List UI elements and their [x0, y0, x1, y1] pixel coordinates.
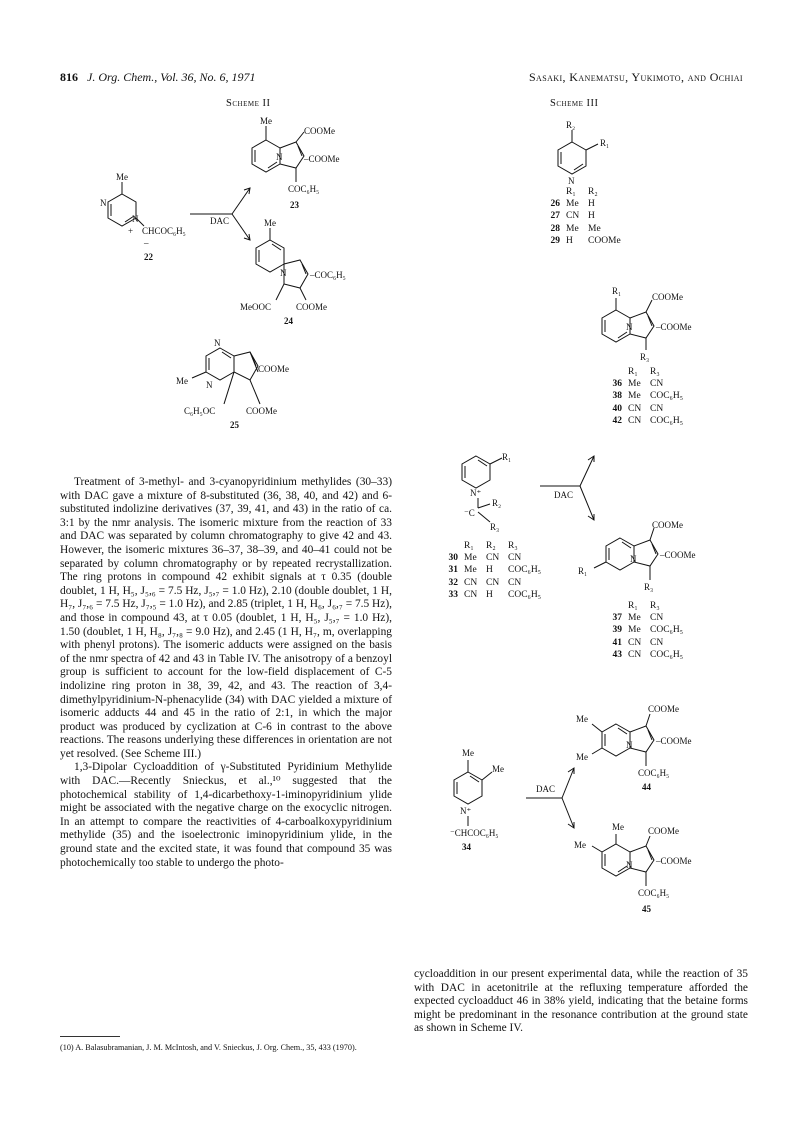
yl-r1-label: R₁ [502, 452, 512, 462]
ind6-r3-label: R₃ [644, 582, 654, 592]
table-row: 27 CN H [550, 211, 595, 222]
c44-n-label: N [626, 740, 633, 750]
scheme-ii-title: Scheme II [226, 98, 271, 109]
compound-45-structure [576, 818, 746, 930]
c25-me-label: Me [176, 376, 188, 386]
table-row: 32 CN CN CN [448, 577, 522, 588]
c23-coome-2: –COOMe [304, 154, 340, 164]
c22-n2-label: N [132, 214, 139, 224]
table-30-33: R₁ R₂ R₃ 30 Me CN CN 31 Me H COC₆H₅ 32 CN CN CN 33 CN H COC₆H₅ [436, 540, 548, 601]
yl-nplus-label: N⁺ [470, 488, 482, 498]
table-row: 41 CN CN [612, 637, 664, 648]
footnote-rule [60, 1036, 120, 1037]
c22-plus: + [128, 226, 134, 236]
table-row: 31 Me H COC₆H₅ [448, 565, 542, 576]
ind8-n-label: N [626, 322, 633, 332]
c24-ester-right: COOMe [296, 302, 327, 312]
pyridine-26-29-structure [540, 112, 630, 192]
table-row: 29 H COOMe [550, 235, 621, 246]
c24-n-label: N [280, 268, 287, 278]
ind6-coome-2: –COOMe [660, 550, 696, 560]
py-r1-label: R₁ [600, 138, 610, 148]
c25-nring-label: N [206, 380, 213, 390]
c22-n1-label: N [100, 198, 107, 208]
table-row: 36 Me CN [612, 379, 664, 390]
ind8-coome-1: COOMe [652, 292, 683, 302]
table-row: 26 Me H [550, 199, 595, 210]
paragraph-orientation: Treatment of 3-methyl- and 3-cyanopyridinium methylides (30–33) with DAC gave a mixture of 8-substituted (36, 38, 40, and 42) and 6-substituted indolizine derivatives (37, 39, 41, and 43) in the ratio of ca. 3:1 by the nmr analysis. The isomeric mixture from the reaction of 33 and DAC was separated by column chromatography to give 42 and 43. However, the isomeric mixtures 36–37, 38–39, and 40–41 could not be separated by column chromatography or by repeated recrystallization. The ring protons in compound 42 exhibit signals at τ 0.35 (double doublet, 1 H, H₅, J₅,₆ = 7.5 Hz, J₅,₇ = 1.0 Hz), 2.10 (double doublet, 1 H, H₇, J₇,₆ = 7.5 Hz, J₇,₅ = 1.0 Hz), and 2.85 (triplet, 1 H, H₆, J₆,₇ = 7.5 Hz), and those in compound 43, at τ 0.05 (doublet, 1 H, H₅, J₅,₇ = 1.0 Hz), 1.50 (doublet, 1 H, H₈, J₇,₈ = 9.0 Hz), and 2.45 (1 H, H₇, m, overlapping with phenyl protons). The isomeric adducts were assigned on the basis of the nmr spectra of 42 and 43 in Table IV. The anisotropy of a benzoyl group is sufficient to account for the low-field displacement of C-5 indolizine ring proton in 38, 39, 42, and 43. The reaction of 3,4-dimethylpyridinium-N-phenacylide (34) with DAC yielded a mixture of isomeric adducts 44 and 45 in the ratio of 2:1, in which the major product was produced by cyclization at C-6 in contrast to the above reactions. The reasons underlying these differences in orientation are not yet resolved. (See Scheme III.) [60, 476, 392, 760]
table-row: 33 CN H COC₆H₅ [448, 589, 542, 600]
left-column-text [60, 476, 392, 870]
table-36-42: R₁ R₃ 36 Me CN 38 Me COC₆H₅ 40 CN CN 42 CN COC₆H₅ [600, 366, 690, 427]
compound-25-structure [176, 338, 289, 430]
footnote-10: (10) A. Balasubramanian, J. M. McIntosh, and V. Snieckus, J. Org. Chem., 35, 433 (1970). [60, 1043, 357, 1052]
scheme-ii-arrows [190, 188, 250, 240]
yl-carbanion: ⁻C [464, 508, 475, 518]
scheme-ii-structures [60, 110, 400, 440]
yl-r3-label: R₃ [490, 522, 500, 532]
table-row: 38 Me COC₆H₅ [612, 391, 684, 402]
compound-22-structure [100, 172, 186, 262]
ind6-n-label: N [630, 554, 637, 564]
scheme-iii-reagent-2: DAC [536, 784, 556, 794]
c45-benzoyl: COC₆H₅ [638, 888, 670, 898]
py-r2-label: R₂ [566, 120, 576, 130]
compound-44-label: 44 [642, 782, 651, 792]
scheme-iii-reagent-1: DAC [554, 490, 574, 500]
c22-minus: – [144, 238, 149, 248]
c34-me-2: Me [492, 764, 504, 774]
table-row: 30 Me CN CN [448, 553, 522, 564]
compound-24-structure [240, 218, 346, 326]
table-26-29: R₁ R₂ 26 Me H 27 CN H 28 Me Me 29 H COOMe [538, 186, 628, 247]
table-row: 43 CN COC₆H₅ [612, 649, 684, 660]
page-number: 816 [60, 70, 78, 84]
scheme-ii-reagent: DAC [210, 216, 230, 226]
c44-coome-2: –COOMe [656, 736, 692, 746]
c25-coome-2: COOMe [246, 406, 277, 416]
table-37-43: R₁ R₃ 37 Me CN 39 Me COC₆H₅ 41 CN CN 43 CN COC₆H₅ [600, 600, 690, 661]
table-row: 28 Me Me [550, 223, 601, 234]
ind8-coome-2: –COOMe [656, 322, 692, 332]
c45-coome-2: –COOMe [656, 856, 692, 866]
running-header-left [60, 70, 256, 85]
c34-nplus: N⁺ [460, 806, 472, 816]
c34-ylide: ⁻CHCOC₆H₅ [450, 828, 499, 838]
c22-me-label: Me [116, 172, 128, 182]
c23-coome-1: COOMe [304, 126, 335, 136]
c24-me-label: Me [264, 218, 276, 228]
compound-34-label: 34 [462, 842, 471, 852]
c44-coome-1: COOMe [648, 704, 679, 714]
paragraph-gamma-substituted: 1,3-Dipolar Cycloaddition of γ-Substituted Pyridinium Methylide with DAC.—Recently Snieckus, et al.,¹⁰ suggested that the photochemical stability of 1,4-dicarbethoxy-1-iminopyridinium ylide might be associated with the negative charge on the exocyclic nitrogen. In an attempt to compare the reactivities of 4-carboalkoxypyridinium methylide (35) and the isoelectronic iminopyridinium ylide, in the ground state and the excited state, it was found that compound 35 was photochemically too stable to undergo the photo- [60, 761, 392, 869]
table-row: 42 CN COC₆H₅ [612, 415, 684, 426]
c25-n-label: N [214, 338, 221, 348]
c24-benzoyl: –COC₆H₅ [310, 270, 346, 280]
compound-25-label: 25 [230, 420, 239, 430]
c45-n-label: N [626, 860, 633, 870]
indolizine-6-substituted-structure [578, 512, 740, 602]
ind6-coome-1: COOMe [652, 520, 683, 530]
ind8-r3-label: R₃ [640, 352, 650, 362]
table-row: 40 CN CN [612, 403, 664, 414]
compound-24-label: 24 [284, 316, 293, 326]
compound-23-structure [252, 116, 340, 210]
running-header-authors: Sasaki, Kanematsu, Yukimoto, and Ochiai [528, 70, 743, 84]
journal-citation: J. Org. Chem., Vol. 36, No. 6, 1971 [87, 70, 256, 84]
c23-n-label: N [276, 152, 283, 162]
c25-benzoyl: C₆H₅OC [184, 406, 216, 416]
c24-ester-left: MeOOC [240, 302, 271, 312]
c44-benzoyl: COC₆H₅ [638, 768, 670, 778]
ind8-r1-label: R₁ [612, 286, 622, 296]
ind6-r1-label: R₁ [578, 566, 588, 576]
c23-benzoyl: COC₆H₅ [288, 184, 320, 194]
indolizine-8-substituted-structure [590, 282, 740, 372]
c45-coome-1: COOMe [648, 826, 679, 836]
yl-r2-label: R₂ [492, 498, 502, 508]
compound-45-label: 45 [642, 904, 651, 914]
py-n-label: N [568, 176, 575, 186]
c45-me-2: Me [574, 840, 586, 850]
c22-ylide-label: CHCOC₆H₅ [142, 226, 186, 236]
table-row: 37 Me CN [612, 613, 664, 624]
compound-23-label: 23 [290, 200, 299, 210]
compound-22-label: 22 [144, 252, 153, 262]
scheme-iii-title: Scheme III [550, 98, 599, 109]
c23-me-label: Me [260, 116, 272, 126]
c25-coome-1: COOMe [258, 364, 289, 374]
table-row: 39 Me COC₆H₅ [612, 625, 684, 636]
c34-me-1: Me [462, 748, 474, 758]
paragraph-continuation: cycloaddition in our present experimental data, while the reaction of 35 with DAC in acetonitrile at the refluxing temperature afforded the expected cycloadduct 46 in 38% yield, indicating that the betaine forms might be predominant in the resonance contribution at the ground state as shown in Scheme IV. [414, 968, 748, 1035]
c44-me-2: Me [576, 752, 588, 762]
c45-me-1: Me [612, 822, 624, 832]
right-column-text [414, 968, 748, 1036]
c44-me-1: Me [576, 714, 588, 724]
